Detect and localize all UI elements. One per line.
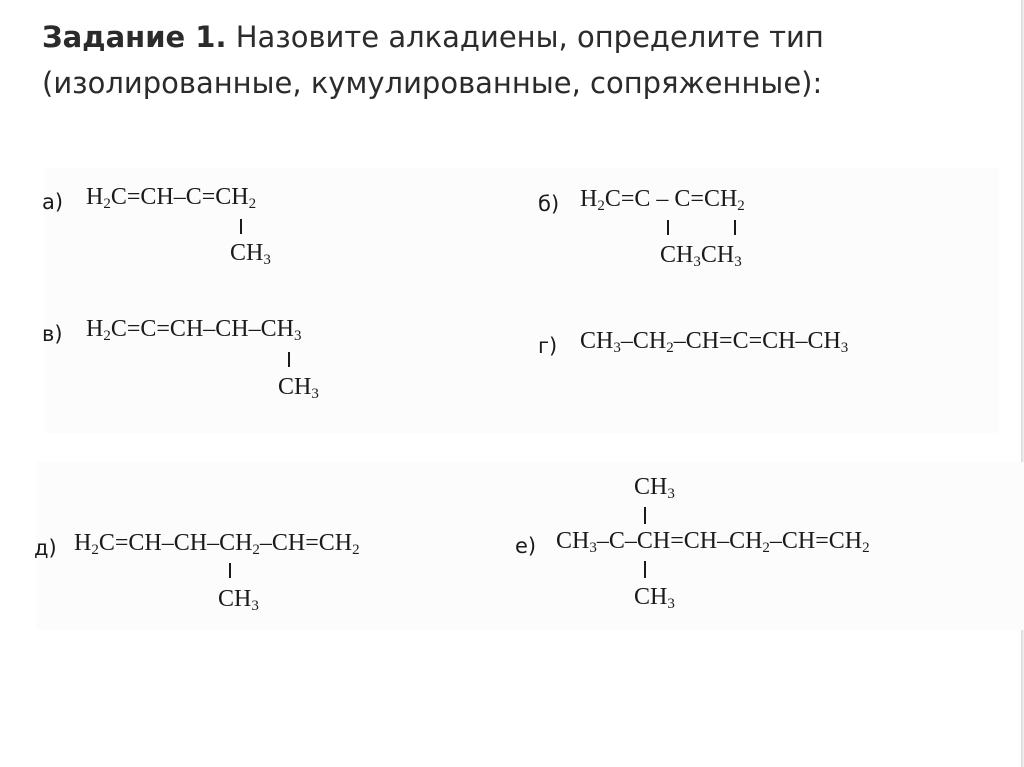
formula-e-bottom-substituent: $CH_3$ [634,584,675,612]
formula-a-main: $H_2C=CH-C=CH_2$ [86,184,257,212]
bond-d [229,563,231,578]
label-a: а) [42,190,64,214]
label-g: г) [538,334,558,358]
bond-e-top [644,507,646,524]
formula-b-main: $H_2C=C - C=CH_2$ [580,186,745,214]
task-number: Задание 1. [42,20,227,54]
formula-v-main: $H_2C=C=CH-CH-CH_3$ [86,316,302,344]
formula-b-substituents: $CH_3CH_3$ [660,242,742,270]
bond-v [288,352,290,367]
bond-a [240,219,242,234]
label-v: в) [42,322,63,346]
task-text: Назовите алкадиены, определите тип (изолированные, кумулированные, сопряженные): [42,20,824,100]
bond-e-bottom [644,561,646,578]
formula-g-main: $CH_3-CH_2-CH=C=CH-CH_3$ [580,328,849,356]
formula-e-top-substituent: $CH_3$ [634,474,675,502]
formula-d-main: $H_2C=CH-CH-CH_2-CH=CH_2$ [74,530,360,558]
formula-d-substituent: $CH_3$ [218,586,259,614]
bond-b-1 [667,220,669,235]
label-e: е) [515,534,537,558]
task-title [42,14,982,106]
bond-b-2 [734,220,736,235]
formula-a-substituent: $CH_3$ [230,240,271,268]
formula-e-main: $CH_3-C-CH=CH-CH_2-CH=CH_2$ [556,528,870,556]
label-b: б) [538,192,560,216]
label-d: д) [34,536,57,560]
formula-v-substituent: $CH_3$ [278,374,319,402]
